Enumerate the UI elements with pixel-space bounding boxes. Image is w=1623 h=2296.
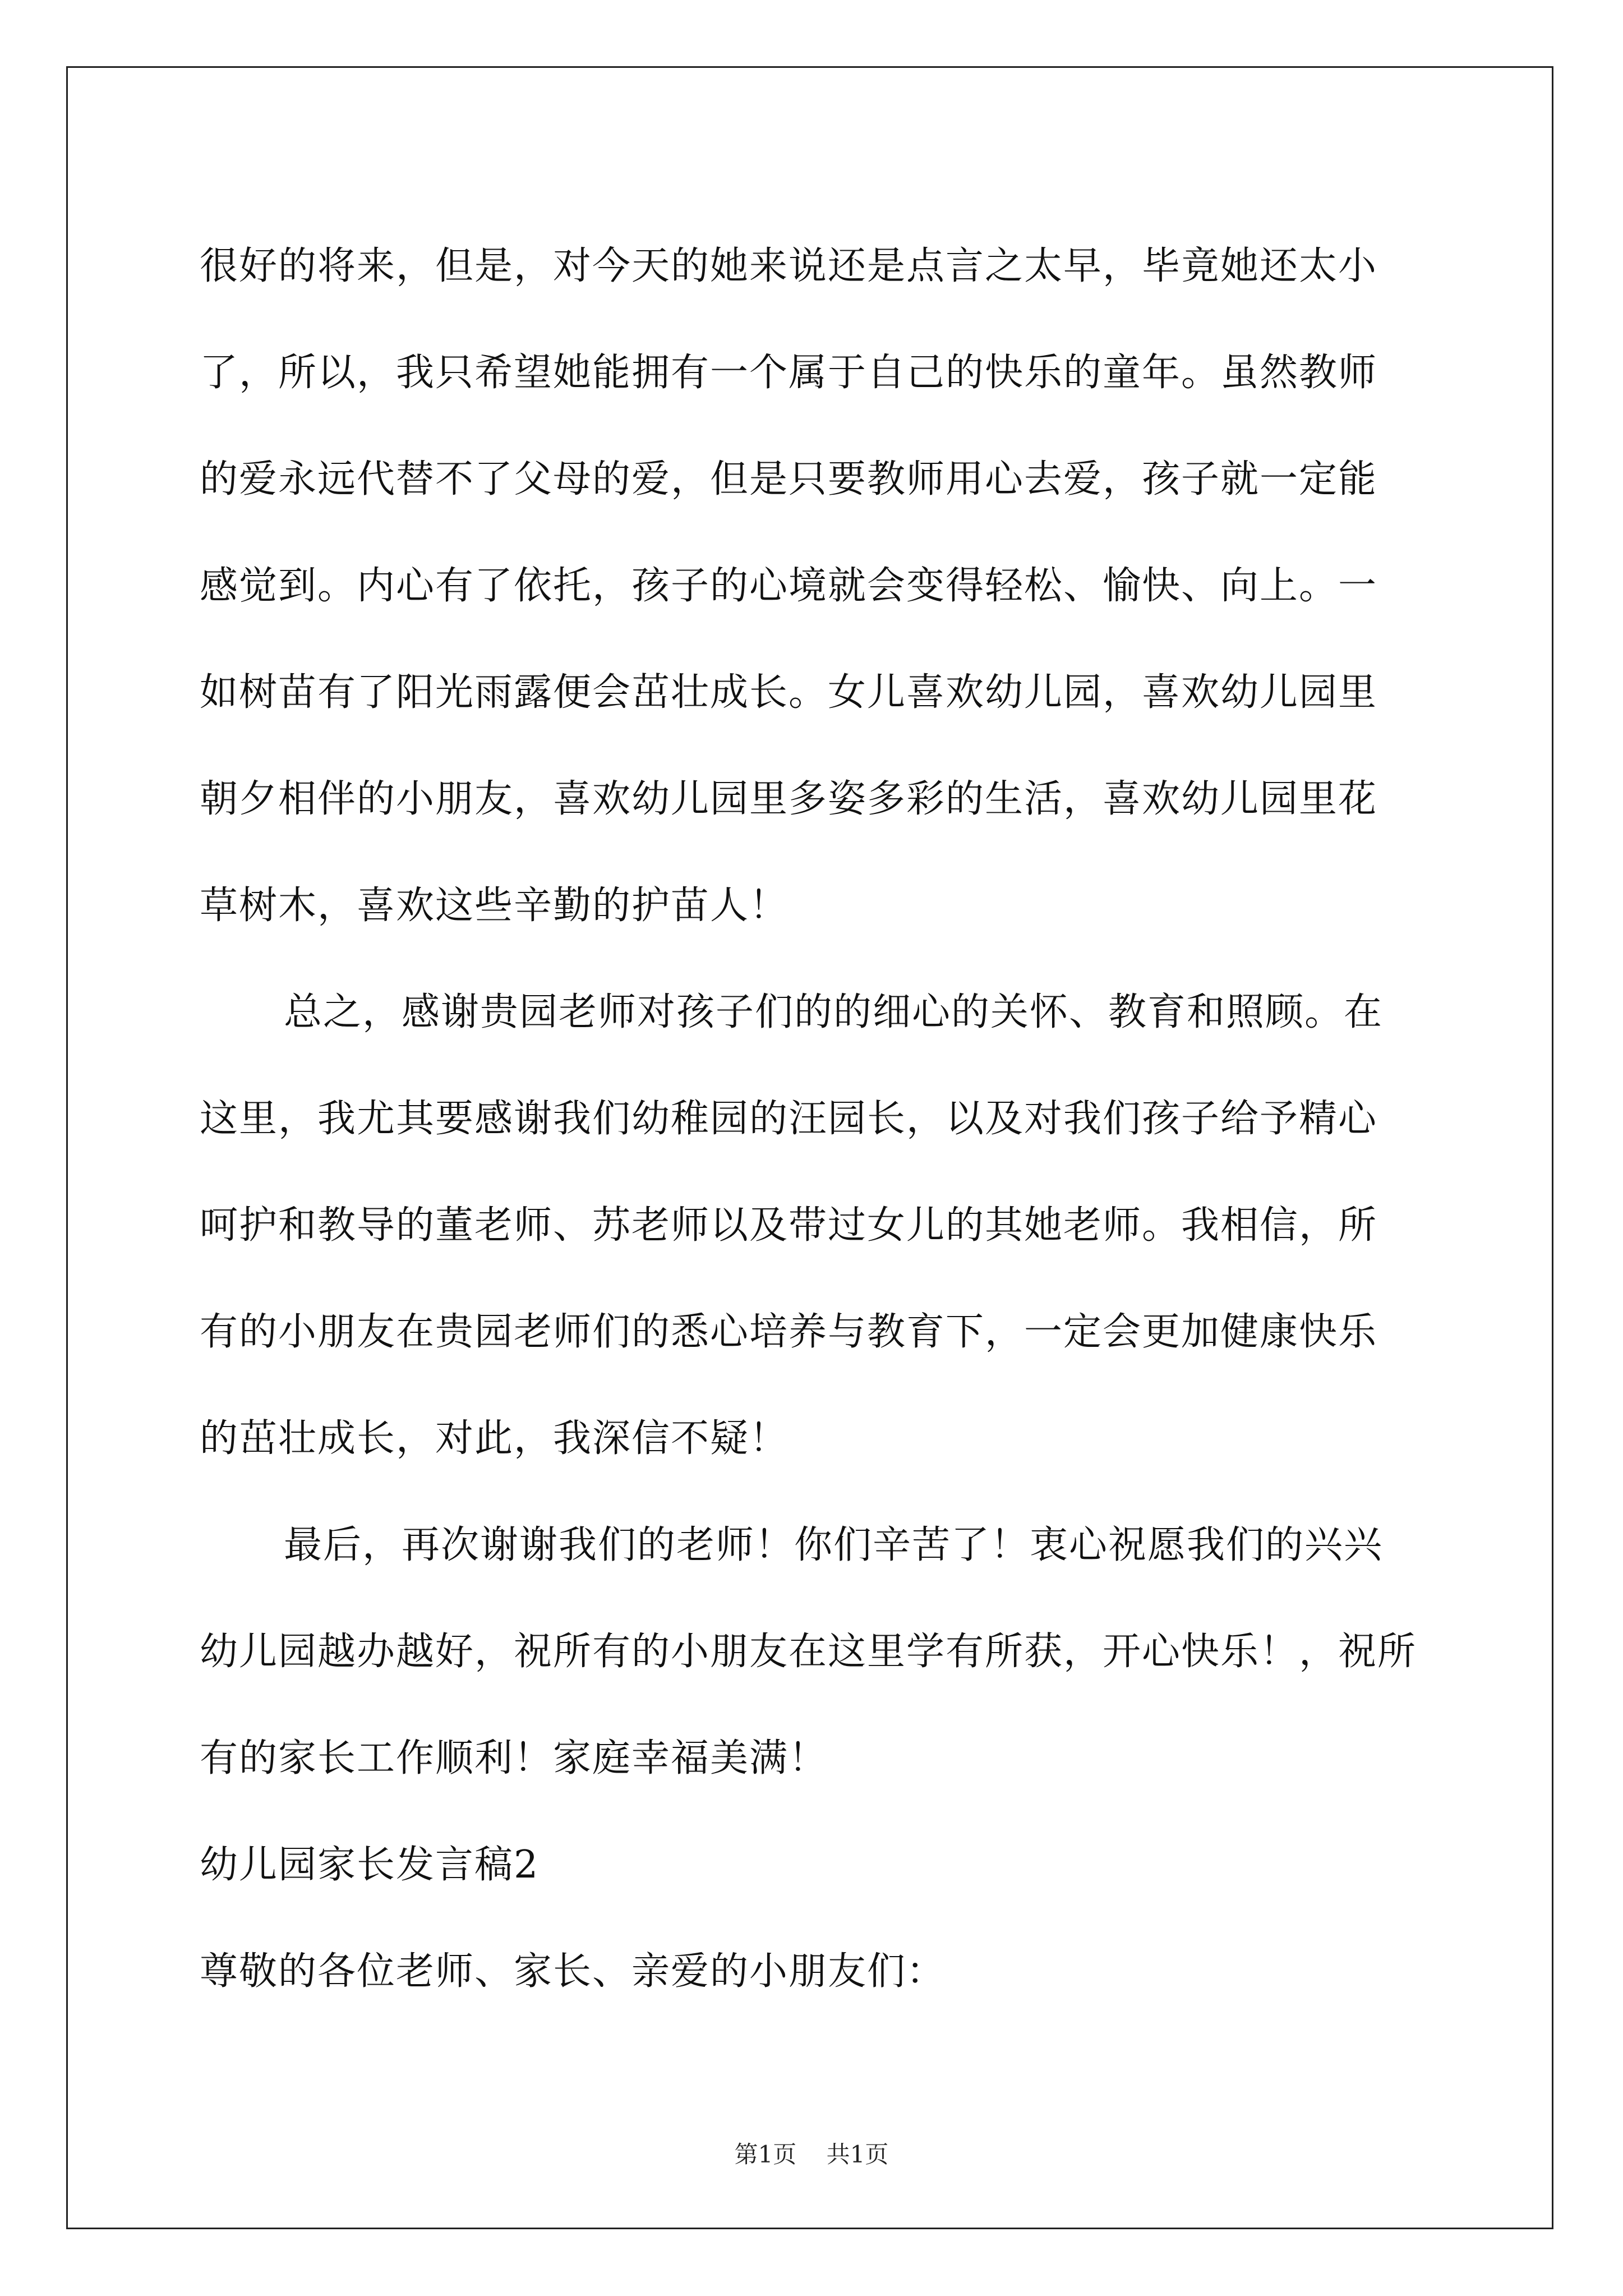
text-line: 幼儿园越办越好，祝所有的小朋友在这里学有所获，开心快乐！，祝所 xyxy=(200,1630,1417,1674)
text-line: 总之，感谢贵园老师对孩子们的的细心的关怀、教育和照顾。在 xyxy=(284,990,1384,1034)
text-line: 的茁壮成长，对此，我深信不疑！ xyxy=(200,1416,789,1461)
section-heading: 幼儿园家长发言稿2 xyxy=(200,1843,540,1887)
text-line: 感觉到。内心有了依托，孩子的心境就会变得轻松、愉快、向上。一 xyxy=(200,564,1378,608)
text-line: 很好的将来，但是，对今天的她来说还是点言之太早，毕竟她还太小 xyxy=(200,244,1378,288)
page-footer xyxy=(0,2136,1623,2170)
salutation: 尊敬的各位老师、家长、亲爱的小朋友们： xyxy=(200,1949,946,1994)
text-line: 这里，我尤其要感谢我们幼稚园的汪园长，以及对我们孩子给予精心 xyxy=(200,1097,1378,1141)
text-line: 最后，再次谢谢我们的老师！你们辛苦了！衷心祝愿我们的兴兴 xyxy=(284,1523,1384,1567)
text-line: 如树苗有了阳光雨露便会茁壮成长。女儿喜欢幼儿园，喜欢幼儿园里 xyxy=(200,670,1378,715)
text-line: 草树木，喜欢这些辛勤的护苗人！ xyxy=(200,884,789,928)
text-line: 呵护和教导的董老师、苏老师以及带过女儿的其她老师。我相信，所 xyxy=(200,1203,1378,1248)
page-number-total: 共1页 xyxy=(826,2141,889,2168)
document-body xyxy=(200,213,1428,2025)
text-line: 朝夕相伴的小朋友，喜欢幼儿园里多姿多彩的生活，喜欢幼儿园里花 xyxy=(200,777,1378,821)
text-line: 了，所以，我只希望她能拥有一个属于自己的快乐的童年。虽然教师 xyxy=(200,351,1378,395)
page-number-current: 第1页 xyxy=(734,2141,797,2168)
text-line: 有的家长工作顺利！家庭幸福美满！ xyxy=(200,1736,828,1780)
text-line: 的爱永远代替不了父母的爱，但是只要教师用心去爱，孩子就一定能 xyxy=(200,457,1378,501)
text-line: 有的小朋友在贵园老师们的悉心培养与教育下，一定会更加健康快乐 xyxy=(200,1310,1378,1354)
